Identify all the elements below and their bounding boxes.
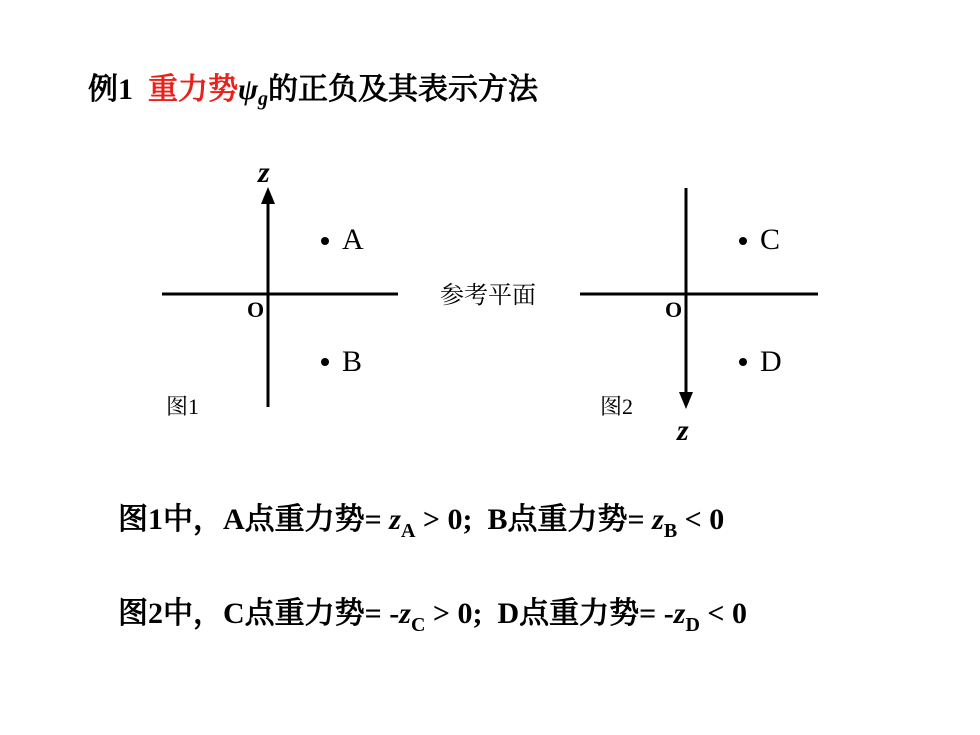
point-a-dot [321, 237, 329, 245]
eq1-b-eq: = [627, 503, 653, 536]
fig1-origin-label: O [247, 297, 265, 322]
eq2-c-sub: C [410, 614, 426, 636]
point-b-label: B [342, 345, 363, 378]
eq1-a-text: A点重力势 [223, 503, 365, 536]
fig1-z-label: z [258, 156, 270, 189]
eq2-c-eq: = - [364, 597, 400, 630]
eq2-d-var: z [673, 597, 686, 630]
eq2-d-rest: < 0 [699, 597, 748, 630]
equation-line-1 [118, 500, 724, 551]
eq1-b-sub: B [663, 520, 678, 542]
eq1-b-rest: < 0 [677, 503, 725, 536]
point-c-label: C [760, 223, 781, 256]
eq1-a-sub: A [400, 520, 416, 542]
point-d-dot [739, 358, 747, 366]
fig1-z-arrow-icon [261, 187, 275, 204]
eq2-d-text: D点重力势 [497, 597, 640, 630]
fig1-caption: 图1 [166, 394, 200, 419]
eq1-lead: 图1中， [118, 503, 223, 536]
eq1-b-text: B点重力势 [487, 503, 628, 536]
reference-plane-label: 参考平面 [440, 283, 536, 309]
fig2-z-arrow-icon [679, 392, 693, 409]
eq1-b-var: z [652, 503, 664, 536]
eq2-c-text: C点重力势 [223, 597, 365, 630]
title-suffix: 的正负及其表示方法 [268, 73, 539, 106]
title-prefix: 例1 [88, 73, 133, 106]
title-highlight: 重力势 [148, 73, 238, 106]
eq1-a-eq: = [364, 503, 390, 536]
fig2-origin-label: O [665, 297, 683, 322]
fig2-z-label: z [677, 414, 689, 447]
eq1-a-var: z [389, 503, 401, 536]
point-a-label: A [342, 223, 364, 256]
point-b-dot [321, 358, 329, 366]
eq2-c-var: z [399, 597, 411, 630]
eq2-c-rest: > 0; [425, 597, 498, 630]
eq2-lead: 图2中， [118, 597, 223, 630]
point-c-dot [739, 237, 747, 245]
point-d-label: D [760, 345, 782, 378]
title-symbol: ψ [238, 73, 259, 106]
fig2-caption: 图2 [600, 394, 634, 419]
eq2-d-sub: D [685, 614, 700, 636]
eq2-d-eq: = - [639, 597, 674, 630]
title-subscript: g [258, 88, 269, 110]
eq1-a-rest: > 0; [415, 503, 488, 536]
equation-line-2 [118, 594, 747, 645]
